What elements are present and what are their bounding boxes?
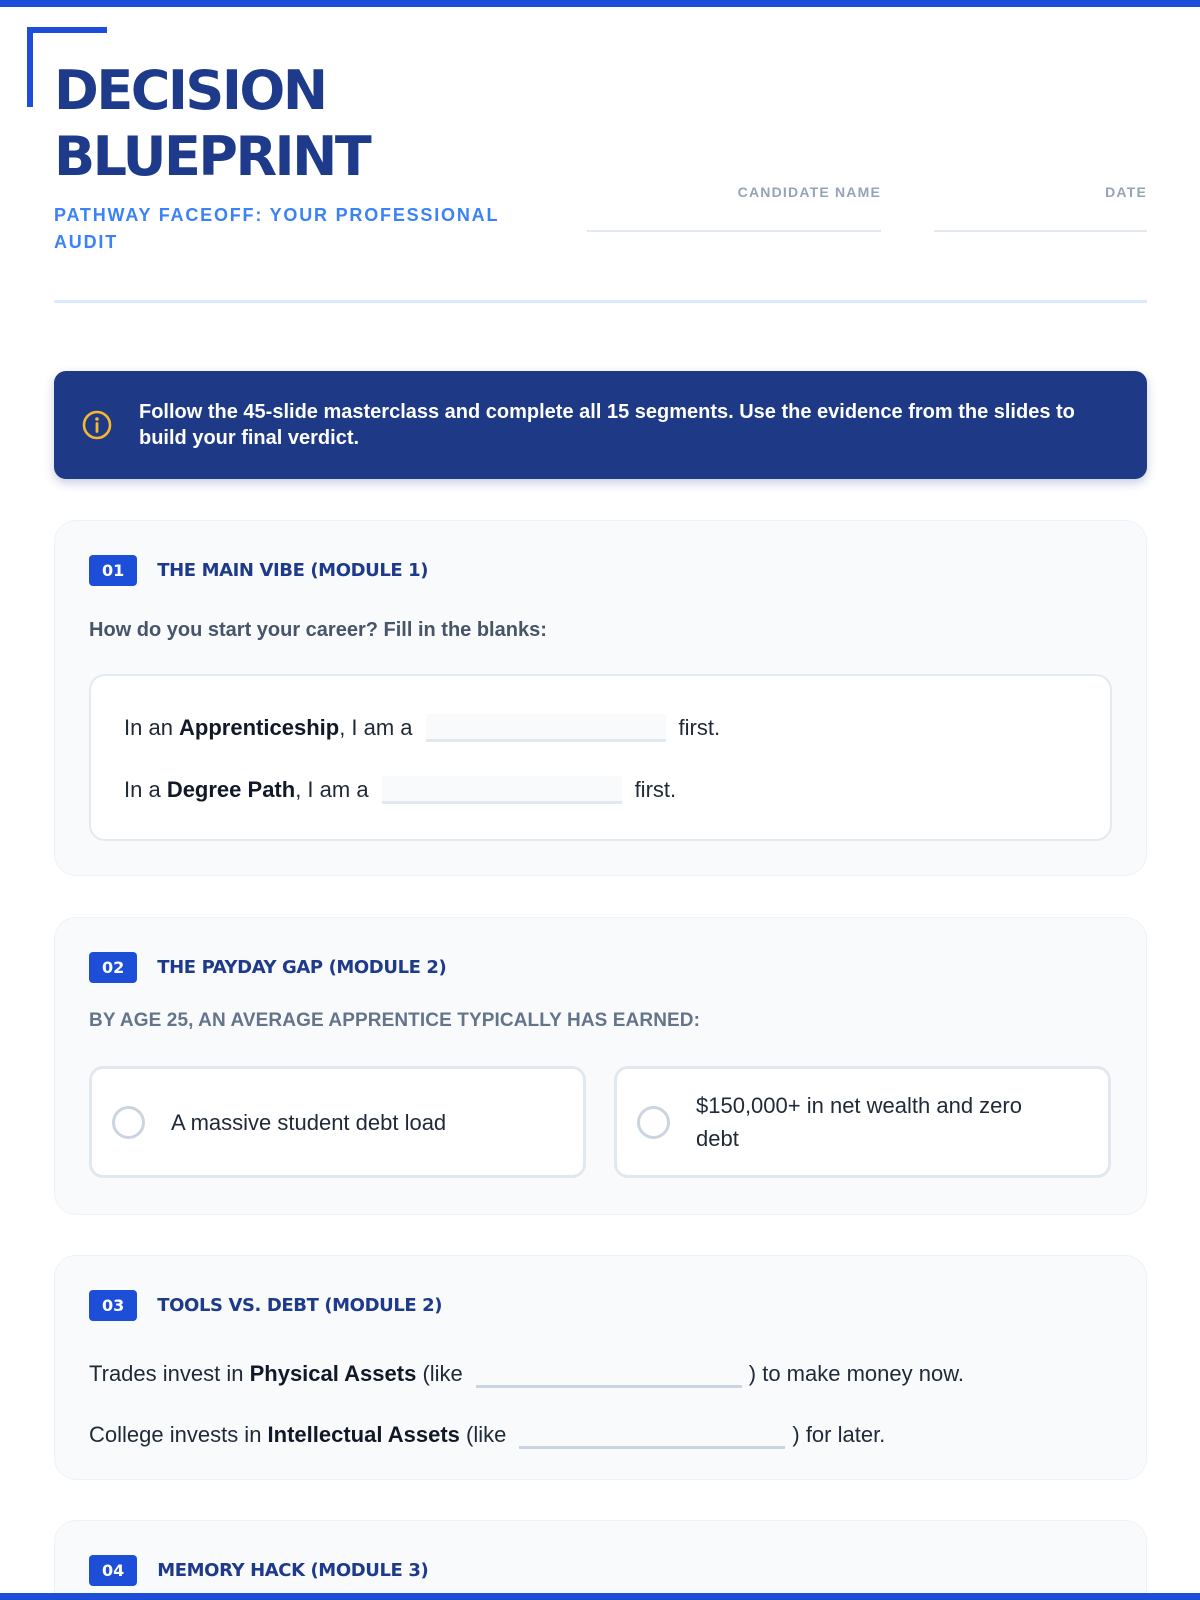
line-text-pre: College invests in — [89, 1422, 268, 1447]
line-text-post: ) to make money now. — [748, 1361, 964, 1386]
line-text-pre: In a — [124, 777, 167, 802]
fill-in-line — [124, 770, 676, 810]
blank-input[interactable] — [476, 1360, 742, 1388]
fill-in-sentence — [89, 1354, 964, 1394]
blank-input[interactable] — [426, 714, 666, 742]
section-header — [89, 1290, 442, 1321]
page-title — [54, 58, 1147, 190]
section-question: BY AGE 25, AN AVERAGE APPRENTICE TYPICALLY HAS EARNED: — [89, 1010, 701, 1031]
fill-in-sentence — [89, 1415, 885, 1455]
blank-input[interactable] — [519, 1421, 785, 1449]
date-line[interactable] — [934, 230, 1147, 232]
line-text-bold: Intellectual Assets — [267, 1422, 460, 1447]
section-card-02 — [54, 917, 1147, 1215]
title-line-1: DECISION — [54, 59, 326, 122]
title-line-2: BLUEPRINT — [54, 125, 370, 188]
section-card-03 — [54, 1255, 1147, 1480]
fill-in-box — [89, 674, 1112, 841]
line-text-post: first. — [634, 777, 677, 802]
header-divider — [54, 300, 1147, 303]
instruction-banner — [54, 371, 1147, 479]
radio-button[interactable] — [637, 1106, 670, 1139]
line-text-bold: Apprenticeship — [179, 715, 340, 740]
option-label: A massive student debt load — [171, 1109, 447, 1135]
line-text-bold: Degree Path — [166, 777, 296, 802]
section-header — [89, 952, 446, 983]
line-text-mid: , I am a — [295, 777, 369, 802]
candidate-name-label: CANDIDATE NAME — [737, 184, 881, 200]
date-label: DATE — [1105, 184, 1147, 200]
section-title: THE MAIN VIBE (MODULE 1) — [157, 560, 429, 581]
section-title: MEMORY HACK (MODULE 3) — [157, 1560, 429, 1581]
top-accent-bar — [0, 0, 1200, 7]
section-title: TOOLS VS. DEBT (MODULE 2) — [157, 1295, 443, 1316]
bottom-accent-bar — [0, 1593, 1200, 1600]
line-text-bold: Physical Assets — [249, 1361, 417, 1386]
fill-in-line — [124, 708, 720, 748]
candidate-name-field[interactable] — [587, 184, 881, 232]
line-text-pre: In an — [124, 715, 180, 740]
section-number-badge: 03 — [89, 1290, 137, 1321]
section-card-04 — [54, 1520, 1147, 1600]
page-header — [54, 58, 1147, 303]
section-prompt: How do you start your career? Fill in the blanks: — [89, 619, 547, 641]
option-label: $150,000+ in net wealth and zero debt — [696, 1093, 1022, 1151]
section-card-01 — [54, 520, 1147, 876]
section-title: THE PAYDAY GAP (MODULE 2) — [157, 957, 447, 978]
blank-input[interactable] — [382, 776, 622, 804]
line-text-mid: (like — [416, 1361, 463, 1386]
line-text-mid: (like — [459, 1422, 507, 1447]
line-text-post: first. — [678, 715, 721, 740]
section-number-badge: 02 — [89, 952, 137, 983]
line-text-pre: Trades invest in — [89, 1361, 250, 1386]
section-header — [89, 555, 428, 586]
section-number-badge: 01 — [89, 555, 137, 586]
page-subtitle: PATHWAY FACEOFF: YOUR PROFESSIONAL AUDIT — [54, 205, 499, 252]
answer-option[interactable] — [89, 1066, 586, 1178]
date-field[interactable] — [934, 184, 1147, 232]
radio-button[interactable] — [112, 1106, 145, 1139]
info-circle-icon — [81, 409, 113, 441]
instruction-text: Follow the 45-slide masterclass and complete all 15 segments. Use the evidence from the slides to build your final verdict. — [139, 401, 1075, 449]
candidate-name-line[interactable] — [587, 230, 881, 232]
section-number-badge: 04 — [89, 1555, 137, 1586]
answer-option[interactable] — [614, 1066, 1111, 1178]
line-text-post: ) for later. — [792, 1422, 886, 1447]
section-header — [89, 1555, 428, 1586]
line-text-mid: , I am a — [339, 715, 413, 740]
